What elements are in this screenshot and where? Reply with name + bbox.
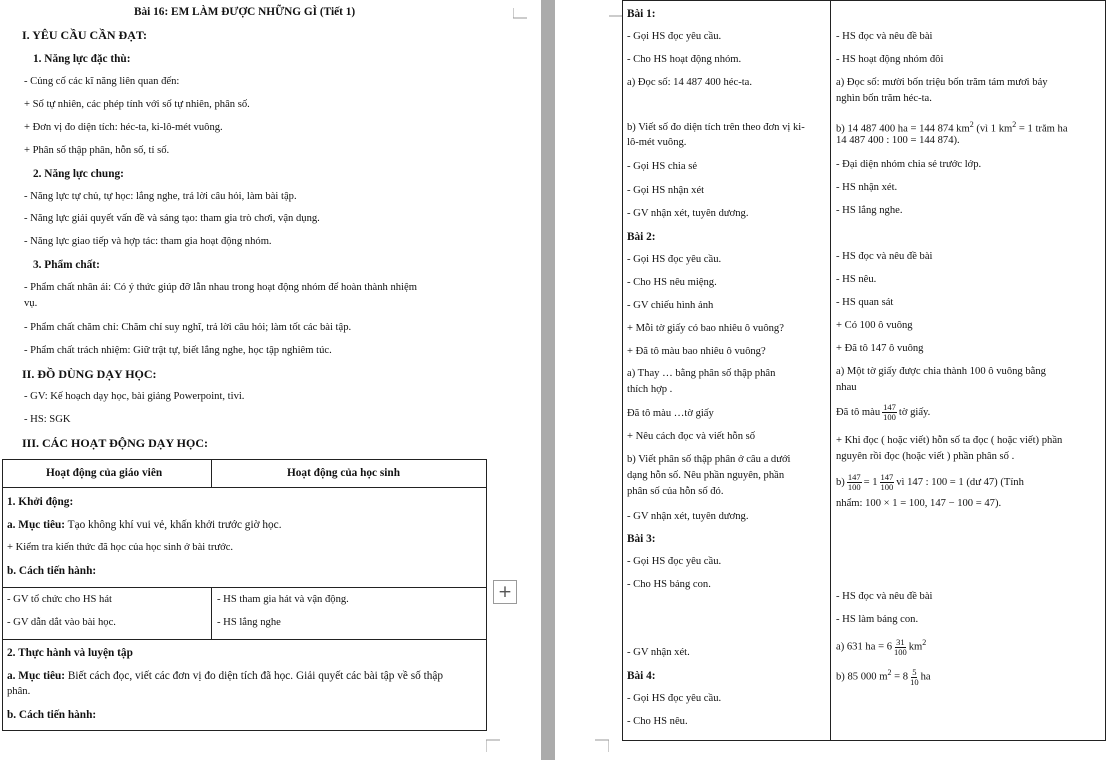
text-line: + Kiểm tra kiến thức đã học của học sinh ở bài trước. — [7, 542, 234, 553]
table-cell: - HS làm bảng con. — [836, 614, 919, 625]
table-cell: - HS lắng nghe. — [836, 205, 903, 216]
table-cell: b) Viết phân số thập phân ở câu a dưới — [627, 454, 791, 465]
table-cell: - Cho HS nêu miệng. — [627, 277, 717, 288]
table-cell: - Gọi HS đọc yêu cầu. — [627, 693, 722, 704]
table-cell: Đã tô màu …tờ giấy — [627, 408, 714, 419]
activity-title: 1. Khởi động: — [7, 496, 74, 508]
math-expression: b) 85 000 $m^2 = 8$ $\frac{5}{10}$ ha — [836, 666, 931, 687]
math-expression: a) 631 ha = 6 $\frac{31}{100}$ $km^2$ — [836, 636, 927, 657]
table-cell: - Gọi HS nhận xét — [627, 185, 705, 196]
sub-heading: 3. Phẩm chất: — [33, 259, 100, 271]
text-line: - Năng lực giải quyết vấn đề và sáng tạo: tham gia trò chơi, vận dụng. — [24, 213, 320, 224]
table-cell: b) Viết số đo diện tích trên theo đơn vị ki- — [627, 122, 805, 133]
sub-heading: 2. Năng lực chung: — [33, 168, 124, 180]
table-cell: - Gọi HS đọc yêu cầu. — [627, 31, 722, 42]
lesson-title: Bài 16: EM LÀM ĐƯỢC NHỮNG GÌ (Tiết 1) — [134, 6, 356, 18]
text-line: + Phân số thập phân, hỗn số, tỉ số. — [24, 145, 170, 156]
table-header-student: Hoạt động của học sinh — [287, 467, 400, 479]
table-cell: a) Thay … bằng phân số thập phân — [627, 368, 776, 379]
table-cell: - GV nhận xét, tuyên dương. — [627, 511, 749, 522]
table-cell: - HS lắng nghe — [217, 617, 281, 628]
table-cell: nhau — [836, 382, 857, 393]
table-cell: - HS đọc và nêu đề bài — [836, 591, 933, 602]
math-expression: b) $\frac{147}{100}$ = 1 $\frac{147}{100}$ vì 147 : 100 = 1 (dư 47) (Tính — [836, 472, 1024, 492]
table-cell: - Cho HS hoạt động nhóm. — [627, 54, 742, 65]
text-line: + Số tự nhiên, các phép tính với số tự nhiên, phân số. — [24, 99, 250, 110]
table-cell: phân số của hỗn số đó. — [627, 486, 724, 497]
table-cell: + Có 100 ô vuông — [836, 320, 913, 331]
table-cell: - GV chiếu hình ảnh — [627, 300, 714, 311]
table-cell: - HS nêu. — [836, 274, 877, 285]
math-expression: nhẩm: 100 × 1 = 100, 147 − 100 = 47). — [836, 498, 1002, 509]
table-cell: lô-mét vuông. — [627, 137, 687, 148]
table-cell: + Đã tô 147 ô vuông — [836, 343, 924, 354]
text-line: - GV: Kế hoạch dạy học, bài giảng Powerpoint, tivi. — [24, 391, 245, 402]
table-cell: - GV dẫn dắt vào bài học. — [7, 617, 116, 628]
table-cell: + Mỗi tờ giấy có bao nhiêu ô vuông? — [627, 323, 784, 334]
section-heading: III. CÁC HOẠT ĐỘNG DẠY HỌC: — [22, 436, 209, 450]
table-cell: a) Một tờ giấy được chia thành 100 ô vuông bằng — [836, 366, 1046, 377]
math-expression: b) 14 487 400 ha = 144 874 $km^2$ (vì 1 $km^2 = 1$ trăm ha — [836, 120, 1068, 135]
table-cell: nghìn bốn trăm héc-ta. — [836, 93, 932, 104]
table-cell: - HS quan sát — [836, 297, 894, 308]
table-cell: a) Đọc số: 14 487 400 héc-ta. — [627, 77, 753, 88]
sub-heading: 1. Năng lực đặc thù: — [33, 53, 131, 65]
table-cell: - GV nhận xét, tuyên dương. — [627, 208, 749, 219]
table-cell: - HS đọc và nêu đề bài — [836, 31, 933, 42]
math-expression: 14 487 400 : 100 = 144 874). — [836, 135, 960, 146]
page-corner-mark — [595, 738, 609, 752]
page-corner-mark — [486, 738, 500, 752]
page-corner-mark — [513, 8, 527, 22]
exercise-title: Bài 3: — [627, 533, 656, 545]
add-page-button[interactable]: + — [493, 580, 517, 604]
text-line: - Phẩm chất nhân ái: Có ý thức giúp đỡ lẫn nhau trong hoạt động nhóm để hoàn thành nhiệm — [24, 282, 417, 293]
table-cell: + Nêu cách đọc và viết hỗn số — [627, 431, 756, 442]
text-line: phân. — [7, 686, 31, 697]
section-heading: II. ĐỒ DÙNG DẠY HỌC: — [22, 367, 157, 381]
table-cell: + Khi đọc ( hoặc viết) hỗn số ta đọc ( hoặc viết) phần — [836, 435, 1063, 446]
page-corner-mark — [609, 6, 623, 20]
objective-line: a. Mục tiêu: Tạo không khí vui vẻ, khấn khởi trước giờ học. — [7, 519, 282, 531]
math-expression: Đã tô màu $\frac{147}{100}$ tờ giấy. — [836, 402, 931, 422]
text-line: + Đơn vị đo diện tích: héc-ta, ki-lô-mét vuông. — [24, 122, 223, 133]
table-cell: - GV nhận xét. — [627, 647, 690, 658]
text-line: - Củng cố các kĩ năng liên quan đến: — [24, 76, 180, 87]
table-cell: - Gọi HS đọc yêu cầu. — [627, 254, 722, 265]
table-cell: dạng hỗn số. Nêu phần nguyên, phần — [627, 470, 785, 481]
document-page-left — [0, 0, 541, 760]
procedure-label: b. Cách tiến hành: — [7, 709, 97, 721]
section-heading: I. YÊU CẦU CẦN ĐẠT: — [22, 28, 147, 42]
text-line: - Phẩm chất trách nhiệm: Giữ trật tự, biết lắng nghe, học tập nghiêm túc. — [24, 345, 332, 356]
activity-title: 2. Thực hành và luyện tập — [7, 647, 133, 659]
table-cell: thích hợp . — [627, 384, 673, 395]
table-cell: - Đại diện nhóm chia sẻ trước lớp. — [836, 159, 982, 170]
table-cell: nguyên rồi đọc (hoặc viết ) phần phân số . — [836, 451, 1015, 462]
table-cell: - GV tổ chức cho HS hát — [7, 594, 112, 605]
text-line: - Phẩm chất chăm chỉ: Chăm chỉ suy nghĩ, trả lời câu hỏi; làm tốt các bài tập. — [24, 322, 352, 333]
table-cell: - HS tham gia hát và vận động. — [217, 594, 349, 605]
text-line: - Năng lực giao tiếp và hợp tác: tham gia hoạt động nhóm. — [24, 236, 272, 247]
table-cell: - Cho HS bảng con. — [627, 579, 711, 590]
exercise-title: Bài 4: — [627, 670, 656, 682]
table-cell: - HS đọc và nêu đề bài — [836, 251, 933, 262]
table-cell: - Cho HS nêu. — [627, 716, 688, 727]
exercise-title: Bài 1: — [627, 8, 656, 20]
exercise-title: Bài 2: — [627, 231, 656, 243]
text-line: vụ. — [24, 298, 38, 309]
table-cell: - HS hoạt động nhóm đôi — [836, 54, 944, 65]
table-header-teacher: Hoạt động của giáo viên — [46, 467, 163, 479]
text-line: - HS: SGK — [24, 414, 71, 425]
document-page-right — [555, 0, 1111, 760]
objective-line: a. Mục tiêu: Biết cách đọc, viết các đơn vị đo diện tích đã học. Giải quyết các bài tập về số thập — [7, 670, 444, 682]
procedure-label: b. Cách tiến hành: — [7, 565, 97, 577]
table-cell: - Gọi HS chia sẻ — [627, 161, 698, 172]
text-line: - Năng lực tự chủ, tự học: lắng nghe, trả lời câu hỏi, làm bài tập. — [24, 191, 297, 202]
table-cell: a) Đọc số: mười bốn triệu bốn trăm tám mươi bảy — [836, 77, 1048, 88]
table-cell: + Đã tô màu bao nhiêu ô vuông? — [627, 346, 766, 357]
table-cell: - Gọi HS đọc yêu cầu. — [627, 556, 722, 567]
table-cell: - HS nhận xét. — [836, 182, 898, 193]
